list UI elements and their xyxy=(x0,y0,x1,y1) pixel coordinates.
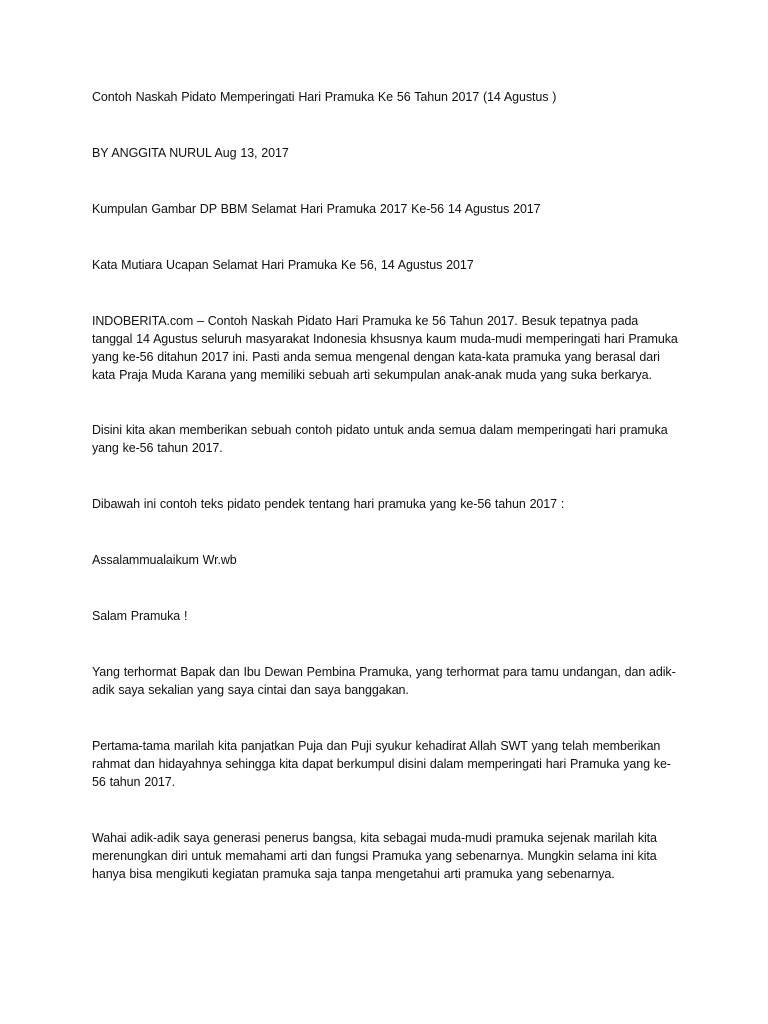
reflection-paragraph: Wahai adik-adik saya generasi penerus bangsa, kita sebagai muda-mudi pramuka sejenak marilah kita merenungkan diri untuk memahami arti dan fungsi Pramuka yang sebenarnya. Mungkin selama ini kita hanya bisa mengikuti kegiatan pramuka saja tanpa mengetahui arti pramuka yang sebenarnya. xyxy=(92,831,657,881)
related-article-2: Kata Mutiara Ucapan Selamat Hari Pramuka Ke 56, 14 Agustus 2017 xyxy=(92,258,474,272)
paragraph-3: Dibawah ini contoh teks pidato pendek tentang hari pramuka yang ke-56 tahun 2017 : xyxy=(92,497,565,511)
document-title: Contoh Naskah Pidato Memperingati Hari Pramuka Ke 56 Tahun 2017 (14 Agustus ) xyxy=(92,90,557,104)
paragraph-2: Disini kita akan memberikan sebuah contoh pidato untuk anda semua dalam memperingati hari pramuka yang ke-56 tahun 2017. xyxy=(92,423,668,455)
salute: Salam Pramuka ! xyxy=(92,609,188,623)
byline: BY ANGGITA NURUL Aug 13, 2017 xyxy=(92,146,289,160)
greeting: Assalammualaikum Wr.wb xyxy=(92,553,237,567)
gratitude-paragraph: Pertama-tama marilah kita panjatkan Puja dan Puji syukur kehadirat Allah SWT yang telah memberikan rahmat dan hidayahnya sehingga kita dapat berkumpul disini dalam memperingati hari Pramuka yang ke-56 tahun 2017. xyxy=(92,739,671,789)
address-paragraph: Yang terhormat Bapak dan Ibu Dewan Pembina Pramuka, yang terhormat para tamu undangan, dan adik-adik saya sekalian yang saya cintai dan saya banggakan. xyxy=(92,665,676,697)
document-body xyxy=(92,88,682,883)
related-article-1: Kumpulan Gambar DP BBM Selamat Hari Pramuka 2017 Ke-56 14 Agustus 2017 xyxy=(92,202,541,216)
intro-paragraph: INDOBERITA.com – Contoh Naskah Pidato Hari Pramuka ke 56 Tahun 2017. Besuk tepatnya pada tanggal 14 Agustus seluruh masyarakat Indonesia khsusnya kaum muda-mudi memperingati hari Pramuka yang ke-56 ditahun 2017 ini. Pasti anda semua mengenal dengan kata-kata pramuka yang berasal dari kata Praja Muda Karana yang memiliki sebuah arti sekumpulan anak-anak muda yang suka berkarya. xyxy=(92,314,678,382)
